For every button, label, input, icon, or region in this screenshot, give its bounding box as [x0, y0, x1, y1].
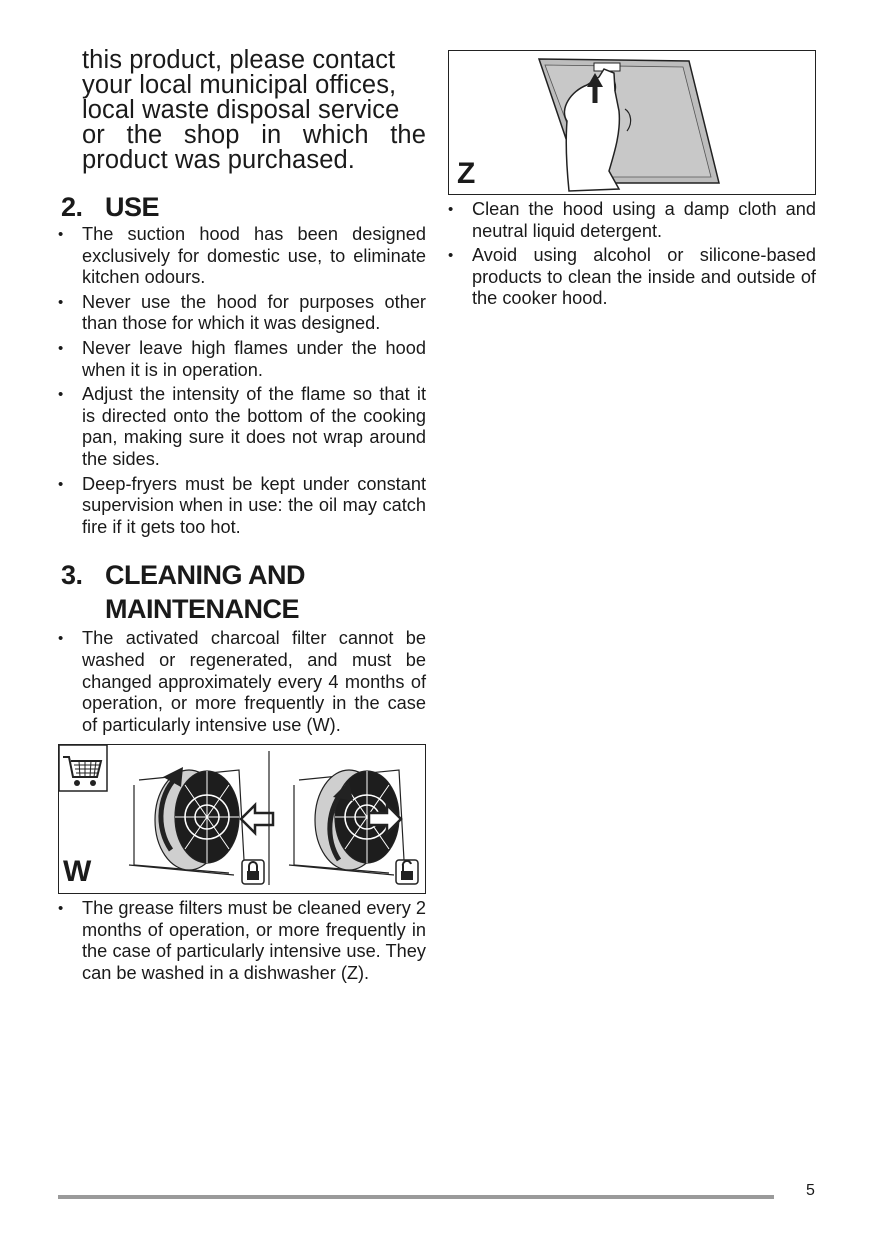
intro-line: your local municipal offices, [82, 71, 397, 99]
section-number: 3. [61, 560, 83, 591]
lock-open-icon [396, 860, 418, 884]
list-item: • Clean the hood using a damp cloth and neutral liquid detergent. [448, 199, 816, 242]
intro-line: local waste disposal service [82, 96, 400, 124]
list-item: • Never leave high flames under the hood when it is in operation. [58, 338, 426, 381]
intro-line: or the shop in which the [82, 121, 426, 149]
figure-z [448, 50, 816, 195]
grease-bullet-list [58, 898, 426, 984]
list-item: • Never use the hood for purposes other than those for which it was designed. [58, 292, 426, 335]
section-title: USE [105, 192, 160, 222]
section-title-line: MAINTENANCE [105, 594, 299, 625]
right-bullet-list [448, 199, 816, 310]
right-column [448, 50, 816, 313]
footer-rule [58, 1195, 774, 1199]
charcoal-filter-illustration [59, 745, 424, 892]
section-use-heading [58, 190, 426, 224]
intro-line: product was purchased. [82, 146, 355, 174]
left-column [58, 48, 426, 988]
list-item: • The suction hood has been designed exclusively for domestic use, to eliminate kitchen odours. [58, 224, 426, 289]
grease-filter-illustration [449, 51, 814, 193]
list-item: • Avoid using alcohol or silicone-based products to clean the inside and outside of the cooker hood. [448, 245, 816, 310]
page-number: 5 [806, 1182, 815, 1199]
list-item: • The grease filters must be cleaned every 2 months of operation, or more frequently in the case of particularly intensive use. They can be washed in a dishwasher (Z). [58, 898, 426, 984]
use-bullet-list [58, 224, 426, 538]
cleaning-bullet-list [58, 628, 426, 736]
section-title-line: CLEANING AND [105, 560, 305, 591]
list-item: • Adjust the intensity of the flame so that it is directed onto the bottom of the cooking pan, making sure it does not wrap around the sides. [58, 384, 426, 470]
shopping-cart-icon [59, 745, 107, 791]
list-item: • Deep-fryers must be kept under constant supervision when in use: the oil may catch fire if it gets too hot. [58, 474, 426, 539]
figure-w [58, 744, 426, 894]
list-item: • The activated charcoal filter cannot be washed or regenerated, and must be changed approximately every 4 months of operation, or more frequently in the case of particularly intensive use (W). [58, 628, 426, 736]
section-number: 2. [61, 192, 83, 222]
figure-label: W [63, 855, 92, 889]
figure-label: Z [457, 157, 476, 190]
section-cleaning-heading [58, 558, 426, 626]
lock-closed-icon [242, 860, 264, 884]
intro-line: this product, please contact [82, 46, 396, 74]
intro-paragraph [82, 48, 426, 173]
